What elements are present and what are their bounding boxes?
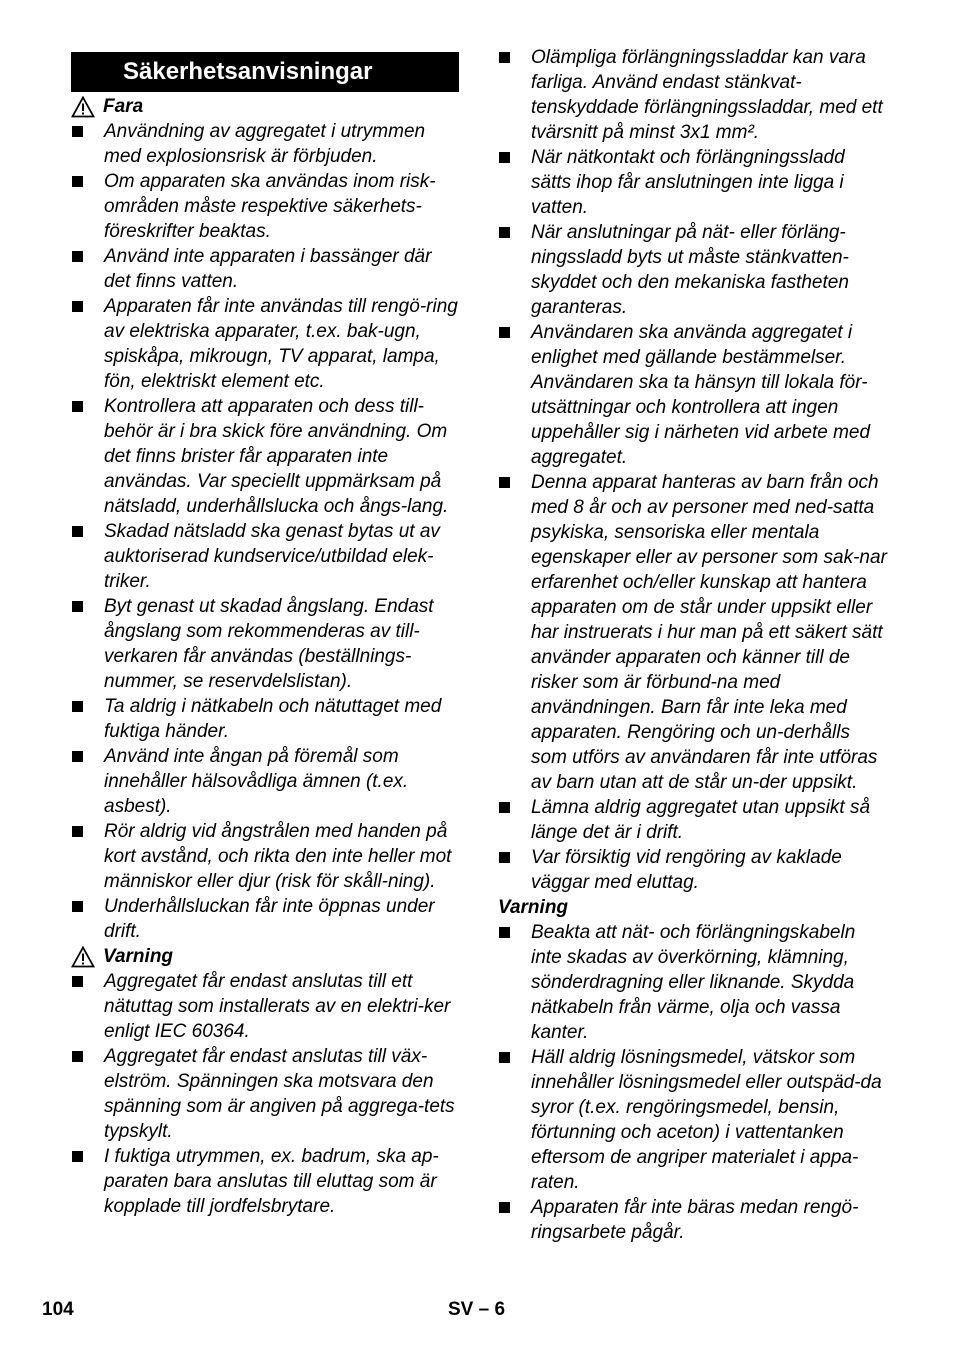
list-item: Aggregatet får endast anslutas till väx-elström. Spänningen ska motsvara den spänning som är angiven på aggrega-tets typskylt.: [71, 1044, 459, 1144]
square-bullet-icon: [72, 976, 83, 987]
list-item: Var försiktig vid rengöring av kaklade väggar med eluttag.: [498, 845, 888, 895]
list-item: Aggregatet får endast anslutas till ett nätuttag som installerats av en elektri-ker enligt IEC 60364.: [71, 969, 459, 1044]
list-item: Användning av aggregatet i utrymmen med explosionsrisk är förbjuden.: [71, 119, 459, 169]
list-item: Använd inte ångan på föremål som innehåller hälsovådliga ämnen (t.ex. asbest).: [71, 744, 459, 819]
square-bullet-icon: [499, 227, 510, 238]
varning-heading: [71, 944, 459, 969]
square-bullet-icon: [72, 126, 83, 137]
square-bullet-icon: [72, 251, 83, 262]
square-bullet-icon: [499, 327, 510, 338]
warning-triangle-icon: [71, 96, 95, 118]
list-item: Apparaten får inte användas till rengö-ring av elektriska apparater, t.ex. bak-ugn, spiskåpa, mikrougn, TV apparat, lampa, fön, elektriskt element etc.: [71, 294, 459, 394]
list-item: Användaren ska använda aggregatet i enlighet med gällande bestämmelser. Användaren ska ta hänsyn till lokala för-utsättningar och kontrollera att ingen uppehåller sig i närheten vid arbete med aggregatet.: [498, 320, 888, 470]
square-bullet-icon: [72, 401, 83, 412]
varning-heading-right: [498, 895, 888, 920]
list-item: Kontrollera att apparaten och dess till-behör är i bra skick före användning. Om det finns brister får apparaten inte användas. Var speciellt uppmärksam på nätsladd, underhållslucka och ångs-lang.: [71, 394, 459, 519]
list-item: Denna apparat hanteras av barn från och med 8 år och av personer med ned-satta psykiska, sensoriska eller mentala egenskaper eller av personer som sak-nar erfarenhet och/eller kunskap att hantera apparaten om de står under uppsikt eller har instruerats i hur man på ett säkert sätt använder apparaten och känner till de risker som är förbund-na med användningen. Barn får inte leka med apparaten. Rengöring och un-derhålls som utförs av användaren får inte utföras av barn utan att de står un-der uppsikt.: [498, 470, 888, 795]
right-column: [498, 45, 888, 1245]
warning-triangle-icon: [71, 946, 95, 968]
square-bullet-icon: [72, 1051, 83, 1062]
square-bullet-icon: [499, 927, 510, 938]
fara-heading-label: Fara: [103, 96, 144, 117]
square-bullet-icon: [72, 176, 83, 187]
page-number: 104: [42, 1299, 74, 1320]
list-item: Rör aldrig vid ångstrålen med handen på kort avstånd, och rikta den inte heller mot människor eller djur (risk för skåll-ning).: [71, 819, 459, 894]
square-bullet-icon: [72, 301, 83, 312]
square-bullet-icon: [72, 601, 83, 612]
list-item: Olämpliga förlängningssladdar kan vara farliga. Använd endast stänkvat-tenskyddade förlängningssladdar, med ett tvärsnitt på minst 3x1 mm².: [498, 45, 888, 145]
right-list-a: [498, 45, 888, 895]
square-bullet-icon: [499, 852, 510, 863]
list-item: Om apparaten ska användas inom risk-områden måste respektive säkerhets-föreskrifter beaktas.: [71, 169, 459, 244]
list-item: I fuktiga utrymmen, ex. badrum, ska ap-paraten bara anslutas till eluttag som är kopplade till jordfelsbrytare.: [71, 1144, 459, 1219]
list-item: Underhållsluckan får inte öppnas under drift.: [71, 894, 459, 944]
square-bullet-icon: [499, 152, 510, 163]
square-bullet-icon: [499, 477, 510, 488]
varning-list: [71, 969, 459, 1219]
square-bullet-icon: [72, 826, 83, 837]
section-title: Säkerhetsanvisningar: [71, 52, 459, 92]
list-item: Använd inte apparaten i bassänger där det finns vatten.: [71, 244, 459, 294]
list-item: Byt genast ut skadad ångslang. Endast ångslang som rekommenderas av till-verkaren får användas (beställnings-nummer, se reservdelslistan).: [71, 594, 459, 694]
list-item: Lämna aldrig aggregatet utan uppsikt så länge det är i drift.: [498, 795, 888, 845]
square-bullet-icon: [72, 751, 83, 762]
square-bullet-icon: [499, 1052, 510, 1063]
varning-heading-label: Varning: [498, 897, 569, 918]
list-item: Beakta att nät- och förlängningskabeln inte skadas av överkörning, klämning, sönderdragning eller liknande. Skydda nätkabeln från värme, olja och vassa kanter.: [498, 920, 888, 1045]
square-bullet-icon: [72, 526, 83, 537]
left-column: [71, 45, 459, 1219]
list-item: När nätkontakt och förlängningssladd sätts ihop får anslutningen inte ligga i vatten.: [498, 145, 888, 220]
right-list-b: [498, 920, 888, 1245]
square-bullet-icon: [499, 802, 510, 813]
fara-heading: [71, 94, 459, 119]
square-bullet-icon: [72, 901, 83, 912]
list-item: När anslutningar på nät- eller förläng-ningssladd byts ut måste stänkvatten-skyddet och den mekaniska fastheten garanteras.: [498, 220, 888, 320]
square-bullet-icon: [499, 52, 510, 63]
square-bullet-icon: [499, 1202, 510, 1213]
square-bullet-icon: [72, 701, 83, 712]
section-marker: SV – 6: [448, 1299, 506, 1320]
list-item: Ta aldrig i nätkabeln och nätuttaget med fuktiga händer.: [71, 694, 459, 744]
list-item: Skadad nätsladd ska genast bytas ut av auktoriserad kundservice/utbildad elek-triker.: [71, 519, 459, 594]
square-bullet-icon: [72, 1151, 83, 1162]
list-item: Häll aldrig lösningsmedel, vätskor som innehåller lösningsmedel eller outspäd-da syror (t.ex. rengöringsmedel, bensin, förtunning och aceton) i vattentanken eftersom de angriper materialet i appa-raten.: [498, 1045, 888, 1195]
list-item: Apparaten får inte bäras medan rengö-ringsarbete pågår.: [498, 1195, 888, 1245]
varning-heading-label: Varning: [103, 946, 174, 967]
fara-list: [71, 119, 459, 944]
